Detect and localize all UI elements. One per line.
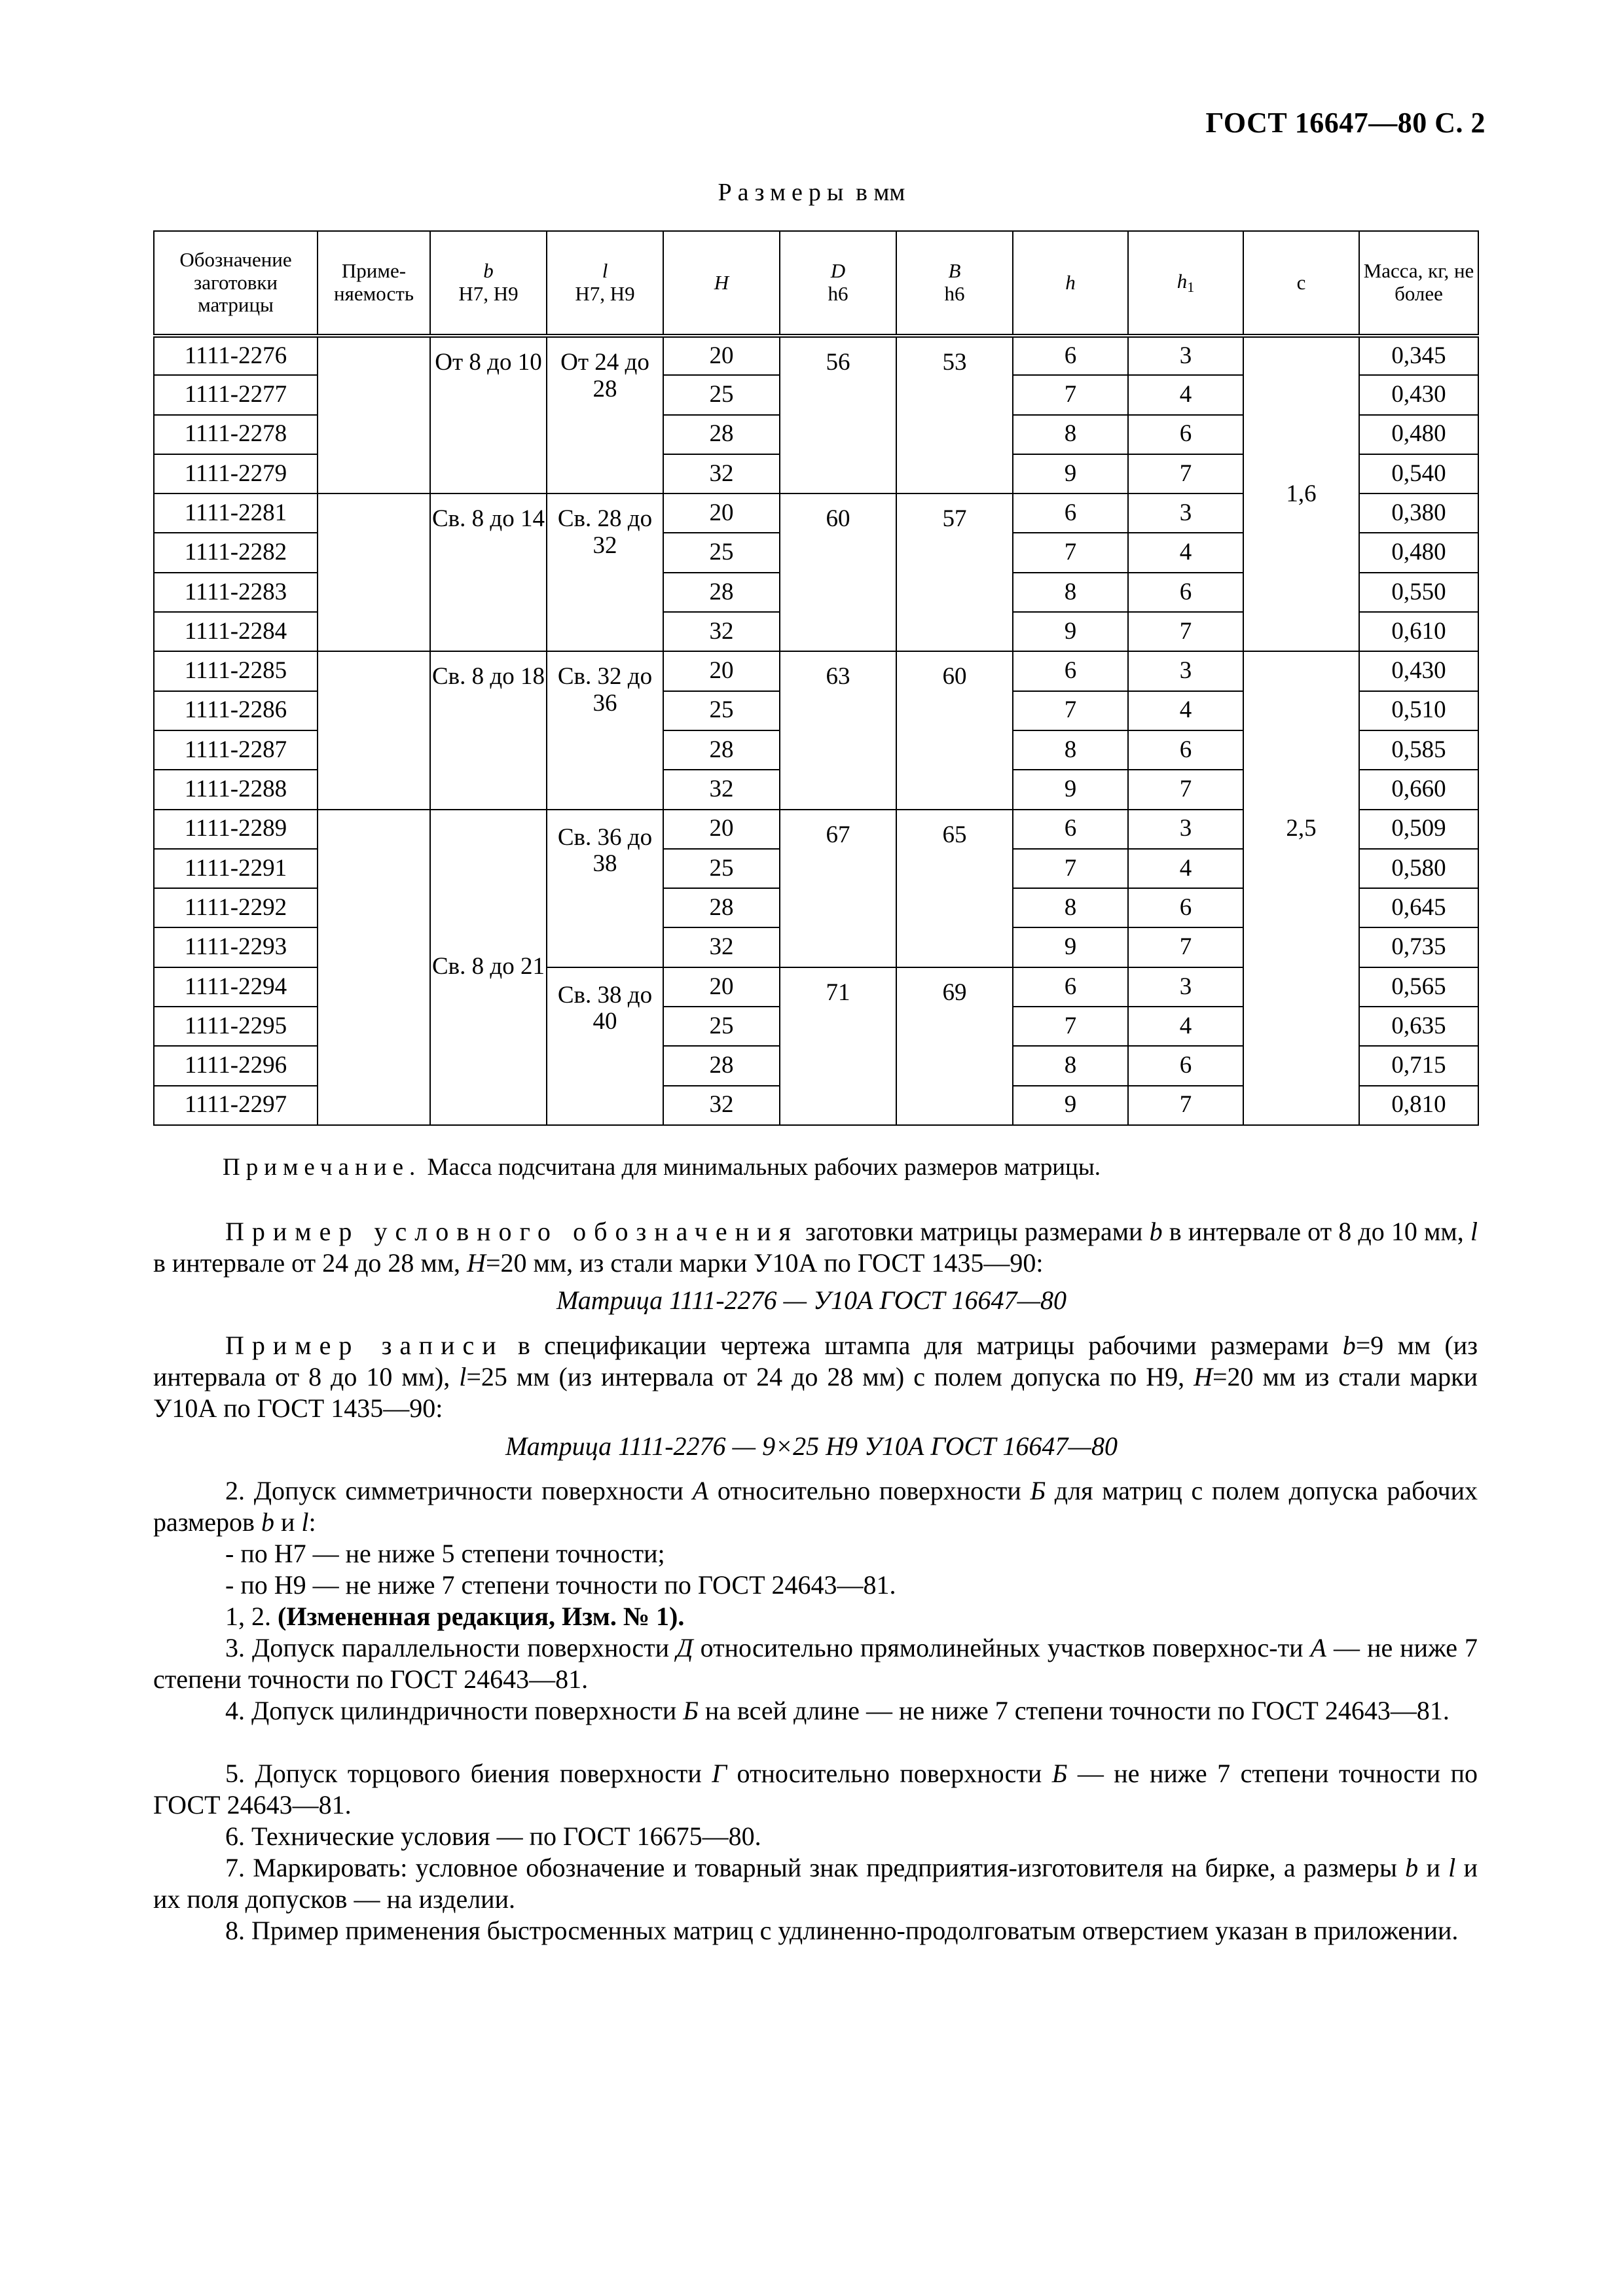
table-row xyxy=(154,336,1478,375)
cell-H: 25 xyxy=(663,533,780,572)
header-H xyxy=(663,231,780,336)
text-run: относительно поверхности xyxy=(727,1759,1052,1788)
cell-H: 28 xyxy=(663,573,780,612)
symbol-G: Г xyxy=(712,1759,727,1788)
cell-h: 6 xyxy=(1013,336,1128,375)
cell-D: 56 xyxy=(780,336,896,493)
cell-mass: 0,550 xyxy=(1359,573,1478,612)
cell-h1: 7 xyxy=(1128,927,1243,967)
cell-designation: 1111-2279 xyxy=(154,454,318,493)
text-run: =20 мм, из стали марки У10А по ГОСТ 1435—90: xyxy=(485,1248,1044,1278)
text-run: 7. Маркировать: условное обозначение и товарный знак предприятия-изготовителя на бирке, а размеры xyxy=(225,1853,1406,1882)
cell-designation: 1111-2276 xyxy=(154,336,318,375)
item-3-paragraph xyxy=(153,1632,1478,1695)
table-row xyxy=(154,651,1478,691)
dimensions-caption xyxy=(0,178,1623,207)
cell-h: 6 xyxy=(1013,651,1128,691)
header-applicability: Приме- няемость xyxy=(318,231,430,336)
text-run: и xyxy=(1418,1853,1449,1882)
cell-h: 7 xyxy=(1013,849,1128,888)
cell-B: 65 xyxy=(896,810,1013,967)
text-run: в спецификации чертежа штампа для матрицы рабочими размерами xyxy=(503,1331,1343,1360)
cell-l-range: Св. 36 до 38 xyxy=(547,810,663,967)
cell-mass: 0,345 xyxy=(1359,336,1478,375)
cell-h1: 6 xyxy=(1128,573,1243,612)
table-note xyxy=(223,1153,1101,1181)
cell-b-range: Св. 8 до 14 xyxy=(430,493,547,651)
header-mass: Масса, кг, не более xyxy=(1359,231,1478,336)
text-run: =9 мм (из интервала от 8 до 10 мм), xyxy=(153,1331,1478,1391)
cell-designation: 1111-2289 xyxy=(154,810,318,849)
cell-B: 60 xyxy=(896,651,1013,809)
cell-designation: 1111-2282 xyxy=(154,533,318,572)
cell-h1: 7 xyxy=(1128,770,1243,809)
text-run: 1, 2. xyxy=(225,1602,278,1631)
symbol-b: b xyxy=(1149,1217,1163,1246)
header-B-symbol: B xyxy=(948,259,961,283)
text-run: в интервале от 8 до 10 мм, xyxy=(1162,1217,1470,1246)
cell-h: 8 xyxy=(1013,730,1128,770)
cell-mass: 0,635 xyxy=(1359,1007,1478,1046)
item-2-paragraph xyxy=(153,1475,1478,1538)
cell-applicability xyxy=(318,651,430,809)
amendment-note: (Измененная редакция, Изм. № 1). xyxy=(278,1602,685,1631)
cell-designation: 1111-2288 xyxy=(154,770,318,809)
text-run: 3. Допуск параллельности поверхности xyxy=(225,1633,677,1662)
cell-l-range: От 24 до 28 xyxy=(547,336,663,493)
cell-mass: 0,480 xyxy=(1359,533,1478,572)
dimensions-caption-spaced: Размеры xyxy=(718,179,850,206)
cell-c: 1,6 xyxy=(1243,336,1359,651)
header-b xyxy=(430,231,547,336)
cell-applicability xyxy=(318,493,430,651)
cell-h1: 3 xyxy=(1128,336,1243,375)
table-note-label: Примечание. xyxy=(223,1154,422,1181)
symbol-l: l xyxy=(1470,1217,1478,1246)
cell-H: 25 xyxy=(663,691,780,730)
cell-mass: 0,735 xyxy=(1359,927,1478,967)
cell-H: 32 xyxy=(663,927,780,967)
cell-B: 69 xyxy=(896,967,1013,1125)
text-run: заготовки матрицы размерами xyxy=(798,1217,1150,1246)
example-record-formula: Матрица 1111-2276 — 9×25 H9 У10А ГОСТ 16647—80 xyxy=(505,1431,1118,1461)
text-run: — не ниже 7 степени точности по ГОСТ 24643—81. xyxy=(153,1759,1478,1820)
cell-h: 8 xyxy=(1013,573,1128,612)
cell-D: 71 xyxy=(780,967,896,1125)
example-designation-formula: Матрица 1111-2276 — У10А ГОСТ 16647—80 xyxy=(556,1285,1067,1315)
header-c-symbol: c xyxy=(1296,270,1306,294)
symbol-l: l xyxy=(301,1507,309,1537)
cell-designation: 1111-2292 xyxy=(154,888,318,927)
cell-c: 2,5 xyxy=(1243,651,1359,1125)
text-run: 4. Допуск цилиндричности поверхности xyxy=(225,1696,684,1725)
cell-D: 60 xyxy=(780,493,896,651)
symbol-B: Б xyxy=(1030,1476,1046,1505)
cell-h: 6 xyxy=(1013,810,1128,849)
text-run: относительно прямолинейных участков поверхнос-ти xyxy=(693,1633,1311,1662)
cell-mass: 0,580 xyxy=(1359,849,1478,888)
text-run: =20 мм из стали марки У10А по ГОСТ 1435—90: xyxy=(153,1362,1478,1423)
cell-mass: 0,430 xyxy=(1359,651,1478,691)
dimensions-table xyxy=(153,230,1479,1126)
cell-h: 6 xyxy=(1013,967,1128,1007)
cell-designation: 1111-2296 xyxy=(154,1046,318,1085)
cell-h1: 6 xyxy=(1128,415,1243,454)
header-B-tolerance: h6 xyxy=(944,282,965,305)
cell-h: 7 xyxy=(1013,691,1128,730)
cell-l-range: Св. 32 до 36 xyxy=(547,651,663,809)
header-D-symbol: D xyxy=(830,259,846,283)
cell-h: 9 xyxy=(1013,770,1128,809)
cell-H: 28 xyxy=(663,1046,780,1085)
header-l-symbol: l xyxy=(602,259,608,283)
item-1-2-amendment xyxy=(153,1601,1478,1632)
cell-mass: 0,509 xyxy=(1359,810,1478,849)
text-run: =25 мм (из интервала от 24 до 28 мм) с полем допуска по H9, xyxy=(466,1362,1194,1391)
cell-H: 20 xyxy=(663,967,780,1007)
cell-h: 9 xyxy=(1013,454,1128,493)
item-6-paragraph: 6. Технические условия — по ГОСТ 16675—80. xyxy=(225,1821,761,1851)
cell-mass: 0,810 xyxy=(1359,1086,1478,1125)
header-b-symbol: b xyxy=(483,259,494,283)
cell-designation: 1111-2284 xyxy=(154,612,318,651)
cell-b-range: Св. 8 до 18 xyxy=(430,651,547,809)
cell-b-range: От 8 до 10 xyxy=(430,336,547,493)
cell-H: 32 xyxy=(663,612,780,651)
header-designation: Обозначение заготовки матрицы xyxy=(154,231,318,336)
cell-H: 28 xyxy=(663,415,780,454)
symbol-b: b xyxy=(1342,1331,1356,1360)
cell-B: 57 xyxy=(896,493,1013,651)
cell-l-range: Св. 28 до 32 xyxy=(547,493,663,651)
cell-designation: 1111-2277 xyxy=(154,375,318,414)
header-h-symbol: h xyxy=(1065,270,1076,294)
cell-h1: 4 xyxy=(1128,691,1243,730)
text-run: — не ниже 7 степени точности по ГОСТ 24643—81. xyxy=(153,1633,1478,1694)
header-h1 xyxy=(1128,231,1243,336)
cell-h: 7 xyxy=(1013,1007,1128,1046)
cell-mass: 0,715 xyxy=(1359,1046,1478,1085)
cell-H: 25 xyxy=(663,1007,780,1046)
cell-h: 8 xyxy=(1013,888,1128,927)
cell-mass: 0,610 xyxy=(1359,612,1478,651)
item-4-paragraph xyxy=(153,1695,1478,1727)
cell-designation: 1111-2278 xyxy=(154,415,318,454)
symbol-b: b xyxy=(1405,1853,1419,1882)
cell-designation: 1111-2281 xyxy=(154,493,318,533)
text-run: и их поля допусков — на изделии. xyxy=(153,1853,1478,1914)
text-run: : xyxy=(308,1507,316,1537)
text-run: 5. Допуск торцового биения поверхности xyxy=(225,1759,712,1788)
cell-h: 9 xyxy=(1013,612,1128,651)
cell-h1: 3 xyxy=(1128,967,1243,1007)
cell-designation: 1111-2294 xyxy=(154,967,318,1007)
cell-designation: 1111-2295 xyxy=(154,1007,318,1046)
cell-mass: 0,430 xyxy=(1359,375,1478,414)
cell-mass: 0,645 xyxy=(1359,888,1478,927)
cell-h1: 6 xyxy=(1128,730,1243,770)
cell-h1: 3 xyxy=(1128,810,1243,849)
table-note-text: Масса подсчитана для минимальных рабочих размеров матрицы. xyxy=(421,1154,1101,1181)
symbol-H: H xyxy=(467,1248,486,1278)
item-5-paragraph xyxy=(153,1758,1478,1821)
symbol-l: l xyxy=(1448,1853,1456,1882)
cell-h: 8 xyxy=(1013,415,1128,454)
cell-designation: 1111-2285 xyxy=(154,651,318,691)
cell-h1: 6 xyxy=(1128,888,1243,927)
cell-h1: 4 xyxy=(1128,1007,1243,1046)
item-7-paragraph xyxy=(153,1852,1478,1915)
header-D-tolerance: h6 xyxy=(828,282,848,305)
cell-h: 9 xyxy=(1013,927,1128,967)
item-2-h9: - по H9 — не ниже 7 степени точности по ГОСТ 24643—81. xyxy=(225,1570,896,1600)
cell-h: 7 xyxy=(1013,375,1128,414)
cell-h: 9 xyxy=(1013,1086,1128,1125)
cell-h: 7 xyxy=(1013,533,1128,572)
symbol-A: А xyxy=(692,1476,709,1505)
cell-mass: 0,585 xyxy=(1359,730,1478,770)
header-H-symbol: H xyxy=(714,270,729,294)
cell-mass: 0,380 xyxy=(1359,493,1478,533)
header-b-tolerance: H7, H9 xyxy=(458,282,519,305)
cell-l-range: Св. 38 до 40 xyxy=(547,967,663,1125)
cell-D: 67 xyxy=(780,810,896,967)
symbol-b: b xyxy=(261,1507,274,1537)
text-run: и xyxy=(274,1507,302,1537)
cell-h1: 4 xyxy=(1128,849,1243,888)
text-run: на всей длине — не ниже 7 степени точности по ГОСТ 24643—81. xyxy=(698,1696,1450,1725)
symbol-B: Б xyxy=(1051,1759,1068,1788)
cell-applicability xyxy=(318,810,430,1125)
symbol-A: А xyxy=(1310,1633,1326,1662)
symbol-D: Д xyxy=(676,1633,693,1662)
cell-H: 20 xyxy=(663,810,780,849)
cell-designation: 1111-2291 xyxy=(154,849,318,888)
header-c xyxy=(1243,231,1359,336)
cell-h1: 3 xyxy=(1128,493,1243,533)
cell-H: 20 xyxy=(663,336,780,375)
cell-h1: 7 xyxy=(1128,1086,1243,1125)
example-designation-paragraph xyxy=(153,1216,1478,1279)
example-record-heading: Пример записи xyxy=(225,1331,504,1360)
cell-H: 20 xyxy=(663,493,780,533)
cell-h1: 4 xyxy=(1128,375,1243,414)
cell-H: 32 xyxy=(663,770,780,809)
table-header-row xyxy=(154,231,1478,336)
header-h1-subscript: 1 xyxy=(1187,278,1195,295)
symbol-B: Б xyxy=(683,1696,699,1725)
cell-h1: 7 xyxy=(1128,612,1243,651)
dimensions-caption-unit: в мм xyxy=(855,179,905,206)
text-run: в интервале от 24 до 28 мм, xyxy=(153,1248,467,1278)
page-header: ГОСТ 16647—80 С. 2 xyxy=(1205,107,1486,139)
cell-mass: 0,540 xyxy=(1359,454,1478,493)
cell-designation: 1111-2286 xyxy=(154,691,318,730)
item-2-h7: - по H7 — не ниже 5 степени точности; xyxy=(225,1539,665,1568)
cell-H: 25 xyxy=(663,375,780,414)
cell-B: 53 xyxy=(896,336,1013,493)
example-designation-heading: Пример условного обозначения xyxy=(225,1217,799,1246)
header-h xyxy=(1013,231,1128,336)
cell-designation: 1111-2293 xyxy=(154,927,318,967)
header-B xyxy=(896,231,1013,336)
cell-designation: 1111-2287 xyxy=(154,730,318,770)
cell-H: 32 xyxy=(663,1086,780,1125)
cell-mass: 0,660 xyxy=(1359,770,1478,809)
example-record-paragraph xyxy=(153,1330,1478,1424)
cell-mass: 0,510 xyxy=(1359,691,1478,730)
cell-designation: 1111-2283 xyxy=(154,573,318,612)
header-D xyxy=(780,231,896,336)
cell-h1: 3 xyxy=(1128,651,1243,691)
cell-H: 28 xyxy=(663,730,780,770)
cell-H: 32 xyxy=(663,454,780,493)
cell-H: 28 xyxy=(663,888,780,927)
cell-h: 8 xyxy=(1013,1046,1128,1085)
cell-D: 63 xyxy=(780,651,896,809)
cell-applicability xyxy=(318,336,430,493)
cell-designation: 1111-2297 xyxy=(154,1086,318,1125)
header-l xyxy=(547,231,663,336)
text-run: для матриц с полем допуска рабочих размеров xyxy=(153,1476,1478,1537)
cell-h1: 7 xyxy=(1128,454,1243,493)
header-h1-symbol: h xyxy=(1176,269,1188,293)
cell-H: 25 xyxy=(663,849,780,888)
header-l-tolerance: H7, H9 xyxy=(575,282,635,305)
cell-H: 20 xyxy=(663,651,780,691)
text-run: относительно поверхности xyxy=(708,1476,1030,1505)
cell-mass: 0,565 xyxy=(1359,967,1478,1007)
cell-h1: 4 xyxy=(1128,533,1243,572)
item-8-paragraph: 8. Пример применения быстросменных матриц с удлиненно-продолговатым отверстием указан в приложении. xyxy=(225,1916,1459,1945)
symbol-l: l xyxy=(459,1362,467,1391)
cell-b-range: Св. 8 до 21 xyxy=(430,810,547,1125)
cell-mass: 0,480 xyxy=(1359,415,1478,454)
cell-h1: 6 xyxy=(1128,1046,1243,1085)
symbol-H: H xyxy=(1194,1362,1213,1391)
text-run: 2. Допуск симметричности поверхности xyxy=(225,1476,693,1505)
cell-h: 6 xyxy=(1013,493,1128,533)
